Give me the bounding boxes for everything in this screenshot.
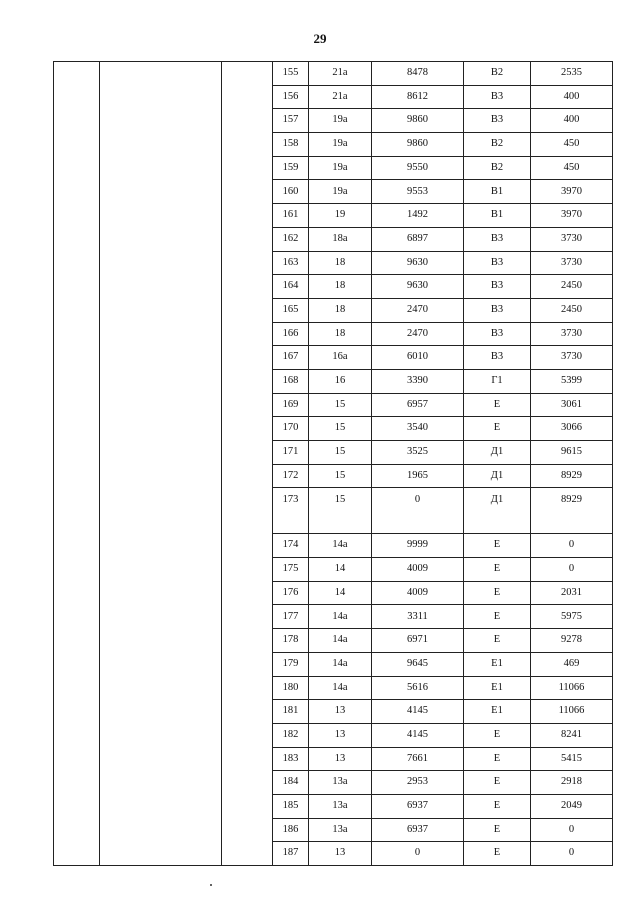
value-cell: 6937	[372, 794, 464, 818]
category-cell: Е	[464, 747, 531, 771]
amount-cell: 2031	[531, 581, 613, 605]
code-cell: 19а	[309, 180, 372, 204]
category-cell: Е1	[464, 652, 531, 676]
code-cell: 15	[309, 464, 372, 488]
code-cell: 15	[309, 393, 372, 417]
category-cell: Е	[464, 794, 531, 818]
category-cell: Е	[464, 771, 531, 795]
value-cell: 4145	[372, 723, 464, 747]
row-number-cell: 165	[273, 298, 309, 322]
amount-cell: 0	[531, 558, 613, 582]
code-cell: 14а	[309, 605, 372, 629]
category-cell: Д1	[464, 464, 531, 488]
row-number-cell: 172	[273, 464, 309, 488]
code-cell: 13	[309, 842, 372, 866]
value-cell: 4009	[372, 558, 464, 582]
value-cell: 8478	[372, 62, 464, 86]
code-cell: 16а	[309, 346, 372, 370]
value-cell: 2470	[372, 322, 464, 346]
value-cell: 7661	[372, 747, 464, 771]
category-cell: Е	[464, 558, 531, 582]
code-cell: 13	[309, 723, 372, 747]
code-cell: 18	[309, 298, 372, 322]
amount-cell: 3970	[531, 204, 613, 228]
row-number-cell: 178	[273, 629, 309, 653]
value-cell: 9645	[372, 652, 464, 676]
category-cell: Е	[464, 581, 531, 605]
row-number-cell: 171	[273, 441, 309, 465]
amount-cell: 400	[531, 85, 613, 109]
amount-cell: 3061	[531, 393, 613, 417]
row-number-cell: 162	[273, 227, 309, 251]
row-number-cell: 187	[273, 842, 309, 866]
code-cell: 19а	[309, 156, 372, 180]
value-cell: 9860	[372, 133, 464, 157]
amount-cell: 5415	[531, 747, 613, 771]
row-number-cell: 167	[273, 346, 309, 370]
category-cell: Г1	[464, 369, 531, 393]
value-cell: 3311	[372, 605, 464, 629]
code-cell: 18а	[309, 227, 372, 251]
amount-cell: 450	[531, 133, 613, 157]
table-row	[54, 62, 613, 86]
amount-cell: 400	[531, 109, 613, 133]
category-cell: Е	[464, 842, 531, 866]
amount-cell: 9615	[531, 441, 613, 465]
row-number-cell: 184	[273, 771, 309, 795]
category-cell: В3	[464, 251, 531, 275]
row-number-cell: 175	[273, 558, 309, 582]
category-cell: Е	[464, 629, 531, 653]
value-cell: 6010	[372, 346, 464, 370]
empty-column-1	[54, 62, 100, 866]
value-cell: 6971	[372, 629, 464, 653]
row-number-cell: 168	[273, 369, 309, 393]
row-number-cell: 157	[273, 109, 309, 133]
code-cell: 19а	[309, 109, 372, 133]
value-cell: 3525	[372, 441, 464, 465]
code-cell: 18	[309, 251, 372, 275]
row-number-cell: 156	[273, 85, 309, 109]
category-cell: Е	[464, 534, 531, 558]
amount-cell: 11066	[531, 676, 613, 700]
amount-cell: 3730	[531, 346, 613, 370]
category-cell: В3	[464, 85, 531, 109]
page-number: 29	[313, 31, 327, 46]
row-number-cell: 182	[273, 723, 309, 747]
value-cell: 1965	[372, 464, 464, 488]
row-number-cell: 176	[273, 581, 309, 605]
category-cell: В3	[464, 275, 531, 299]
row-number-cell: 183	[273, 747, 309, 771]
category-cell: Д1	[464, 488, 531, 534]
amount-cell: 11066	[531, 700, 613, 724]
amount-cell: 2049	[531, 794, 613, 818]
row-number-cell: 179	[273, 652, 309, 676]
amount-cell: 2535	[531, 62, 613, 86]
code-cell: 15	[309, 441, 372, 465]
amount-cell: 0	[531, 534, 613, 558]
category-cell: В3	[464, 346, 531, 370]
category-cell: Е	[464, 393, 531, 417]
value-cell: 4009	[372, 581, 464, 605]
code-cell: 13	[309, 700, 372, 724]
amount-cell: 2450	[531, 298, 613, 322]
category-cell: В2	[464, 156, 531, 180]
value-cell: 6957	[372, 393, 464, 417]
value-cell: 9630	[372, 251, 464, 275]
code-cell: 18	[309, 275, 372, 299]
category-cell: В3	[464, 109, 531, 133]
value-cell: 6937	[372, 818, 464, 842]
code-cell: 13а	[309, 794, 372, 818]
value-cell: 2953	[372, 771, 464, 795]
code-cell: 13	[309, 747, 372, 771]
category-cell: Е	[464, 605, 531, 629]
category-cell: Е	[464, 417, 531, 441]
row-number-cell: 181	[273, 700, 309, 724]
value-cell: 4145	[372, 700, 464, 724]
row-number-cell: 173	[273, 488, 309, 534]
value-cell: 3540	[372, 417, 464, 441]
amount-cell: 3730	[531, 227, 613, 251]
value-cell: 9630	[372, 275, 464, 299]
row-number-cell: 163	[273, 251, 309, 275]
code-cell: 21а	[309, 85, 372, 109]
category-cell: Д1	[464, 441, 531, 465]
value-cell: 8612	[372, 85, 464, 109]
value-cell: 1492	[372, 204, 464, 228]
category-cell: Е1	[464, 676, 531, 700]
value-cell: 9860	[372, 109, 464, 133]
value-cell: 6897	[372, 227, 464, 251]
amount-cell: 0	[531, 842, 613, 866]
category-cell: В1	[464, 204, 531, 228]
row-number-cell: 160	[273, 180, 309, 204]
row-number-cell: 159	[273, 156, 309, 180]
amount-cell: 5399	[531, 369, 613, 393]
amount-cell: 469	[531, 652, 613, 676]
value-cell: 9550	[372, 156, 464, 180]
empty-column-2	[100, 62, 222, 866]
scan-dot	[210, 884, 212, 886]
code-cell: 18	[309, 322, 372, 346]
category-cell: В3	[464, 298, 531, 322]
category-cell: Е	[464, 723, 531, 747]
amount-cell: 9278	[531, 629, 613, 653]
row-number-cell: 170	[273, 417, 309, 441]
code-cell: 14	[309, 581, 372, 605]
code-cell: 21а	[309, 62, 372, 86]
row-number-cell: 185	[273, 794, 309, 818]
value-cell: 2470	[372, 298, 464, 322]
value-cell: 9553	[372, 180, 464, 204]
amount-cell: 3730	[531, 322, 613, 346]
amount-cell: 450	[531, 156, 613, 180]
row-number-cell: 161	[273, 204, 309, 228]
category-cell: В2	[464, 133, 531, 157]
amount-cell: 0	[531, 818, 613, 842]
table-body	[54, 62, 613, 866]
amount-cell: 5975	[531, 605, 613, 629]
value-cell: 9999	[372, 534, 464, 558]
value-cell: 0	[372, 488, 464, 534]
value-cell: 5616	[372, 676, 464, 700]
amount-cell: 8929	[531, 488, 613, 534]
amount-cell: 2918	[531, 771, 613, 795]
amount-cell: 8241	[531, 723, 613, 747]
row-number-cell: 180	[273, 676, 309, 700]
data-table	[53, 61, 613, 866]
category-cell: В1	[464, 180, 531, 204]
code-cell: 14а	[309, 629, 372, 653]
category-cell: Е	[464, 818, 531, 842]
row-number-cell: 174	[273, 534, 309, 558]
code-cell: 14а	[309, 652, 372, 676]
value-cell: 3390	[372, 369, 464, 393]
code-cell: 13а	[309, 818, 372, 842]
code-cell: 14а	[309, 676, 372, 700]
code-cell: 15	[309, 417, 372, 441]
row-number-cell: 155	[273, 62, 309, 86]
category-cell: В2	[464, 62, 531, 86]
row-number-cell: 169	[273, 393, 309, 417]
category-cell: В3	[464, 322, 531, 346]
code-cell: 19а	[309, 133, 372, 157]
amount-cell: 8929	[531, 464, 613, 488]
category-cell: В3	[464, 227, 531, 251]
amount-cell: 2450	[531, 275, 613, 299]
row-number-cell: 158	[273, 133, 309, 157]
code-cell: 13а	[309, 771, 372, 795]
amount-cell: 3730	[531, 251, 613, 275]
row-number-cell: 166	[273, 322, 309, 346]
row-number-cell: 177	[273, 605, 309, 629]
value-cell: 0	[372, 842, 464, 866]
code-cell: 15	[309, 488, 372, 534]
code-cell: 19	[309, 204, 372, 228]
code-cell: 16	[309, 369, 372, 393]
category-cell: Е1	[464, 700, 531, 724]
row-number-cell: 186	[273, 818, 309, 842]
code-cell: 14а	[309, 534, 372, 558]
row-number-cell: 164	[273, 275, 309, 299]
amount-cell: 3066	[531, 417, 613, 441]
code-cell: 14	[309, 558, 372, 582]
empty-column-3	[222, 62, 273, 866]
amount-cell: 3970	[531, 180, 613, 204]
